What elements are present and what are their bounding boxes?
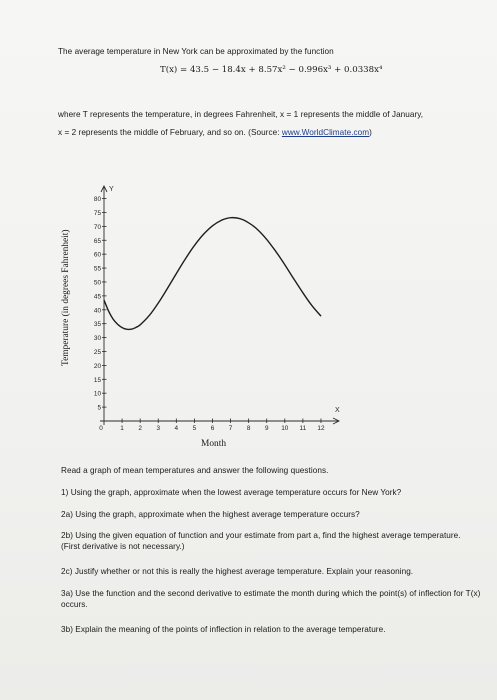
x-tick-label: 1 — [120, 425, 124, 432]
y-tick-label: 20 — [93, 362, 101, 370]
x-tick-label: 8 — [246, 425, 251, 432]
y-tick-label: 30 — [93, 335, 101, 343]
source-link[interactable]: www.WorldClimate.com — [281, 128, 370, 137]
question-3b: 3b) Explain the meaning of the points of inflection in relation to the average temperature. — [61, 625, 386, 634]
y-tick-label: 75 — [93, 209, 101, 217]
y-tick-label: 65 — [93, 237, 101, 245]
description-close: ) — [369, 128, 372, 137]
y-tick-label: 45 — [93, 293, 101, 301]
question-2c: 2c) Justify whether or not this is really the highest average temperature. Explain your reasoning. — [61, 567, 414, 576]
x-tick-label: 2 — [138, 425, 142, 432]
y-tick-label: 50 — [93, 279, 101, 287]
x-axis-letter: X — [335, 407, 340, 414]
question-2b: 2b) Using the given equation of function and your estimate from part a, find the highest average temperature. (First derivative is not necessary.) — [61, 531, 461, 551]
x-tick-label: 11 — [299, 425, 307, 432]
x-tick-label: 0 — [99, 425, 103, 432]
x-tick-label: 7 — [228, 425, 233, 432]
x-tick-label: 12 — [317, 425, 325, 432]
y-axis-letter: Y — [109, 186, 114, 193]
y-tick-label: 5 — [97, 404, 101, 412]
y-tick-label: 60 — [93, 251, 101, 259]
x-axis-title: Month — [201, 439, 227, 449]
chart-layer — [94, 186, 340, 432]
question-2a: 2a) Using the graph, approximate when the highest average temperature occurs? — [61, 510, 360, 519]
y-tick-label: 35 — [93, 321, 101, 329]
question-3a: 3a) Use the function and the second derivative to estimate the month during which the point(s) of inflection for T(x) occurs. — [61, 589, 481, 609]
y-axis-title: Temperature (in degrees Fahrenheit) — [61, 229, 71, 366]
y-tick-label: 70 — [93, 223, 101, 231]
description-text: x = 2 represents the middle of February, and so on. (Source: — [58, 128, 282, 137]
x-tick-label: 6 — [210, 425, 215, 432]
y-tick-label: 15 — [93, 376, 101, 384]
temperature-equation: T(x) = 43.5 − 18.4x + 8.57x² − 0.996x³ + 0.0338x⁴ — [160, 65, 383, 75]
x-tick-label: 4 — [174, 425, 179, 432]
x-tick-label: 10 — [281, 425, 289, 432]
y-tick-label: 80 — [93, 196, 101, 204]
temperature-curve — [104, 218, 321, 330]
x-tick-label: 5 — [192, 425, 197, 432]
y-tick-label: 25 — [93, 348, 101, 356]
y-tick-label: 55 — [93, 265, 101, 273]
questions-intro: Read a graph of mean temperatures and answer the following questions. — [61, 466, 329, 475]
y-tick-label: 40 — [93, 307, 101, 315]
x-tick-label: 3 — [156, 425, 161, 432]
question-1: 1) Using the graph, approximate when the lowest average temperature occurs for New York? — [61, 488, 402, 497]
intro-line: The average temperature in New York can be approximated by the function — [58, 47, 334, 56]
x-tick-label: 9 — [264, 425, 269, 432]
y-tick-label: 10 — [93, 390, 101, 398]
description-line-1: where T represents the temperature, in degrees Fahrenheit, x = 1 represents the middle of January, — [58, 110, 424, 119]
